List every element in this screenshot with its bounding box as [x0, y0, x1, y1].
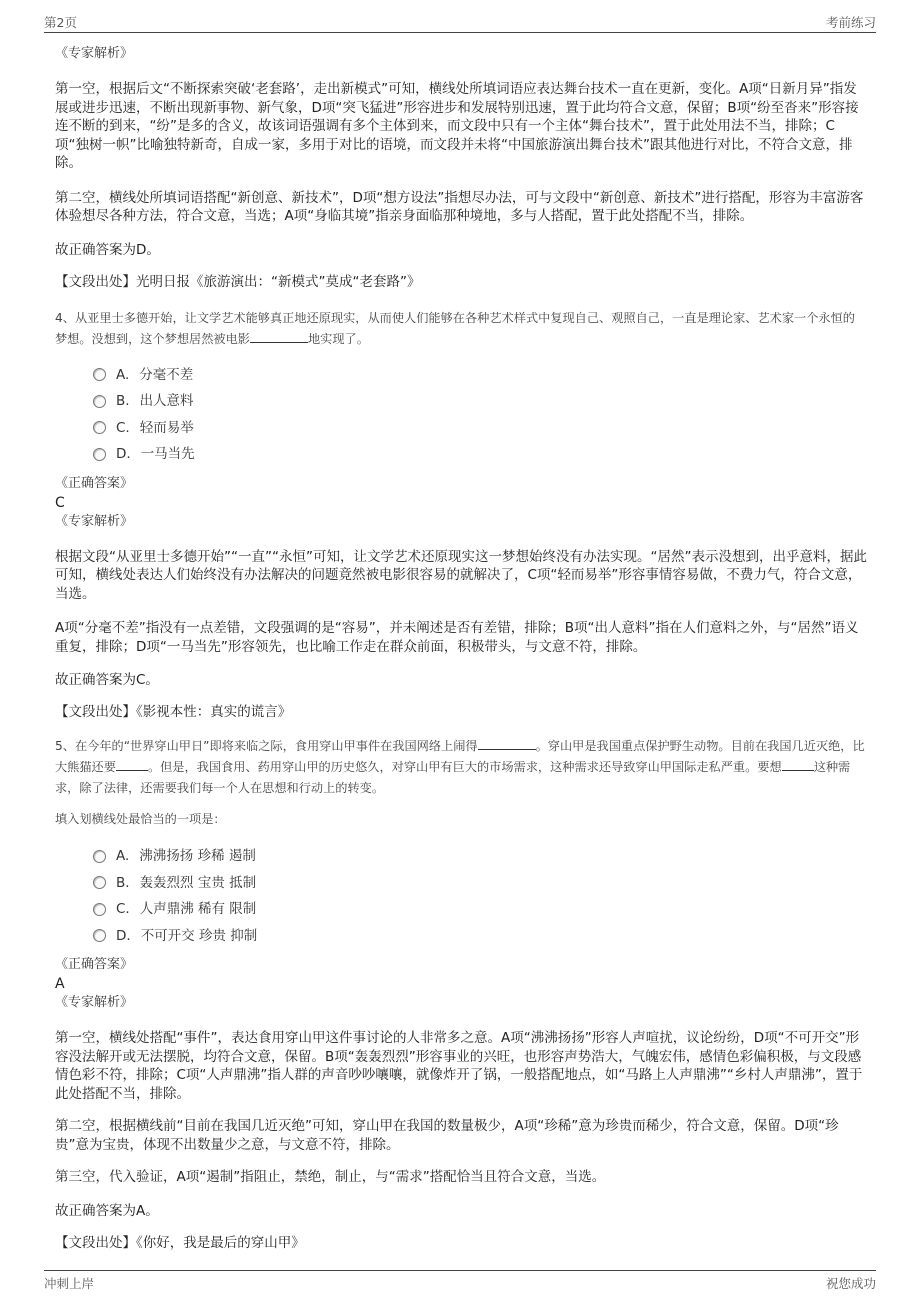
source-citation: 【文段出处】光明日报《旅游演出：“新模式”莫成“老套路”》	[55, 273, 421, 290]
expert-analysis-label: 《专家解析》	[55, 513, 134, 529]
analysis-paragraph: 根据文段“从亚里士多德开始”“一直”“永恒”可知，让文学艺术还原现实这一梦想始终没有办法实现。“居然”表示没想到，出乎意料，据此可知，横线处表达人们始终没有办法解决的问题竟然被电影很容易的就解决了，C项“轻而易举”形容事情容易做，不费力气，符合文意，当选。	[55, 548, 867, 602]
answer-blank	[782, 758, 814, 771]
option-list	[93, 362, 867, 468]
question-text: 5、在今年的“世界穿山甲日”即将来临之际，食用穿山甲事件在我国网络上闹得	[55, 739, 478, 753]
answer-blank	[116, 758, 148, 771]
page-header	[44, 8, 876, 33]
analysis-paragraph: 第二空，根据横线前“目前在我国几近灭绝”可知，穿山甲在我国的数量极少，A项“珍稀”意为珍贵而稀少，符合文意，保留。D项“珍贵”意为宝贵，体现不出数量少之意，与文意不符，排除。	[55, 1118, 839, 1153]
analysis-paragraph: 第一空，横线处搭配“事件”，表达食用穿山甲这件事讨论的人非常多之意。A项“沸沸扬扬”形容人声喧扰，议论纷纷，D项“不可开交”形容没法解开或无法摆脱，均符合文意，保留。B项“轰轰烈烈”形容事业的兴旺，也形容声势浩大，气魄宏伟，感情色彩偏积极，与文段感情色彩不符，排除；C项“人声鼎沸”指人群的声音吵吵嚷嚷，就像炸开了锅，一般搭配地点，如“马路上人声鼎沸”“乡村人声鼎沸”，置于此处搭配不当，排除。	[55, 1030, 863, 1102]
expert-analysis-label: 《专家解析》	[55, 46, 134, 61]
header-title: 考前练习	[825, 15, 876, 30]
option-c[interactable]: C. 人声鼎沸 稀有 限制	[93, 896, 867, 923]
option-c[interactable]: C. 轻而易举	[93, 415, 867, 442]
answer-blank	[478, 737, 536, 750]
question-text: 4、从亚里士多德开始，让文学艺术能够真正地还原现实，从而使人们能够在各种艺术样式中复现自己、观照自己，一直是理论家、艺术家一个永恒的梦想。没想到，这个梦想居然被电影	[55, 310, 855, 346]
radio-icon[interactable]	[93, 876, 106, 889]
analysis-paragraph: 第三空，代入验证，A项“遏制”指阻止，禁绝，制止，与“需求”搭配恰当且符合文意，当选。	[55, 1169, 606, 1185]
radio-icon[interactable]	[93, 395, 106, 408]
correct-answer-label: 《正确答案》	[55, 475, 134, 491]
footer-right-text: 祝您成功	[825, 1276, 876, 1291]
question-text: 这种需求，除了法律，还需要我们每一个人在思想和行动上的转变。	[55, 760, 851, 795]
question-text: 地实现了。	[308, 331, 369, 346]
radio-icon[interactable]	[93, 929, 106, 942]
correct-answer: A	[55, 976, 65, 992]
option-d[interactable]: D. 不可开交 珍贵 抑制	[93, 923, 867, 950]
page-number: 第2页	[44, 15, 77, 30]
footer-left-text: 冲刺上岸	[44, 1276, 95, 1291]
radio-icon[interactable]	[93, 421, 106, 434]
document-body	[55, 44, 867, 1253]
question-text: 。穿山甲是我国重点保护野生动物。目前在我国几近灭绝，比大熊猫还要	[55, 739, 865, 774]
option-a[interactable]: A. 分毫不差	[93, 362, 867, 389]
conclusion: 故正确答案为C。	[55, 672, 159, 688]
option-list	[93, 843, 867, 949]
expert-analysis-label: 《专家解析》	[55, 995, 134, 1010]
answer-blank	[250, 330, 308, 343]
radio-icon[interactable]	[93, 850, 106, 863]
question-text: 。但是，我国食用、药用穿山甲的历史悠久，对穿山甲有巨大的市场需求，这种需求还导致穿山甲国际走私严重。要想	[147, 760, 782, 774]
source-citation: 【文段出处】《你好，我是最后的穿山甲》	[55, 1234, 305, 1251]
page-footer	[44, 1270, 876, 1295]
conclusion: 故正确答案为A。	[55, 1202, 159, 1219]
conclusion: 故正确答案为D。	[55, 241, 160, 258]
radio-icon[interactable]	[93, 368, 106, 381]
question-instruction: 填入划横线处最恰当的一项是：	[55, 812, 226, 826]
source-citation: 【文段出处】《影视本性：真实的谎言》	[55, 704, 292, 720]
option-d[interactable]: D. 一马当先	[93, 441, 867, 468]
radio-icon[interactable]	[93, 448, 106, 461]
radio-icon[interactable]	[93, 903, 106, 916]
correct-answer: C	[55, 494, 65, 511]
analysis-paragraph: 第一空，根据后文“不断探索突破‘老套路’，走出新模式”可知，横线处所填词语应表达舞台技术一直在更新，变化。A项“日新月异”指发展或进步迅速，不断出现新事物、新气象，D项“突飞猛进”形容进步和发展特别迅速，置于此均符合文意，保留；B项“纷至沓来”形容接连不断的到来，“纷”是多的含义，故该词语强调有多个主体到来，而文段中只有一个主体“舞台技术”，置于此处用法不当，排除；C项“独树一帜”比喻独特新奇，自成一家，多用于对比的语境，而文段并未将“中国旅游演出舞台技术”跟其他进行对比，不符合文意，排除。	[55, 81, 859, 171]
option-b[interactable]: B. 出人意料	[93, 388, 867, 415]
option-a[interactable]: A. 沸沸扬扬 珍稀 遏制	[93, 843, 867, 870]
correct-answer-label: 《正确答案》	[55, 957, 134, 972]
option-b[interactable]: B. 轰轰烈烈 宝贵 抵制	[93, 870, 867, 897]
analysis-paragraph: 第二空，横线处所填词语搭配“新创意、新技术”，D项“想方设法”指想尽办法，可与文段中“新创意、新技术”进行搭配，形容为丰富游客体验想尽各种方法，符合文意，当选；A项“身临其境”指亲身面临那种境地，多与人搭配，置于此处搭配不当，排除。	[55, 189, 864, 224]
analysis-paragraph: A项“分毫不差”指没有一点差错，文段强调的是“容易”，并未阐述是否有差错，排除；B项“出人意料”指在人们意料之外，与“居然”语义重复，排除；D项“一马当先”形容领先，也比喻工作走在群众前面，积极带头，与文意不符，排除。	[55, 620, 859, 655]
question-stem	[55, 736, 867, 799]
question-stem	[55, 308, 867, 350]
